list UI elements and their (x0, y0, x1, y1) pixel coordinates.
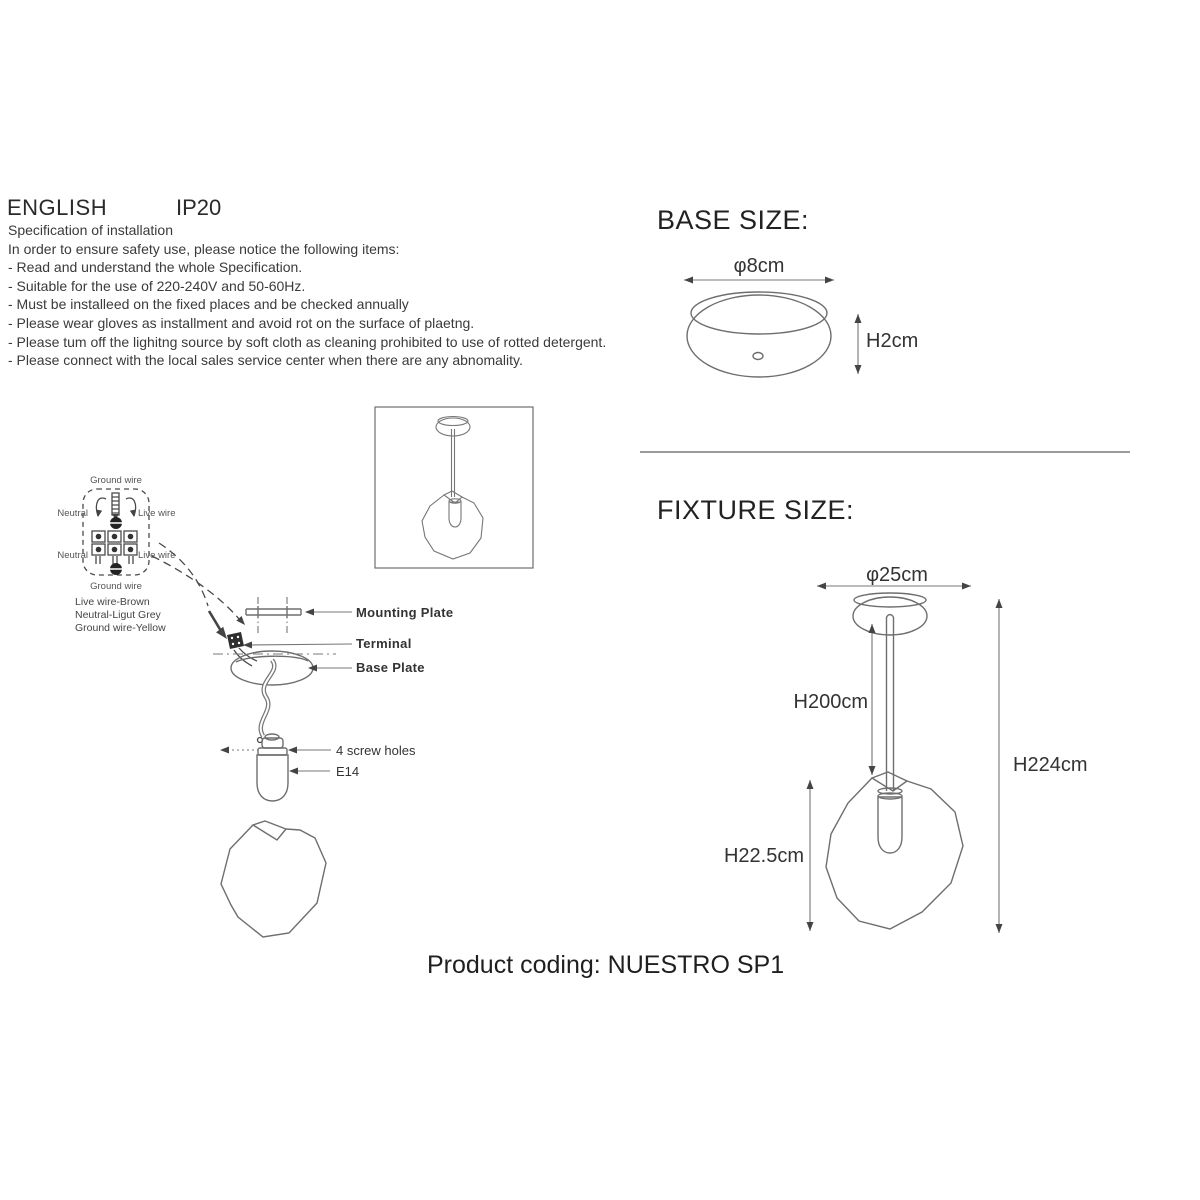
language-label: ENGLISH (7, 195, 108, 220)
mounting-plate-drawing (246, 597, 301, 633)
base-plate-label: Base Plate (356, 660, 425, 675)
base-diameter-dim: φ8cm (733, 255, 785, 277)
base-height-dim: H2cm (866, 330, 919, 352)
spec-intro: In order to ensure safety use, please notice the following items: (8, 240, 400, 257)
assembled-pendant-inset (375, 407, 533, 568)
spec-item: - Suitable for the use of 220-240V and 50-60Hz. (8, 277, 306, 294)
cord-drawing (261, 660, 275, 736)
spec-item: - Please wear gloves as installment and avoid rot on the surface of plaetng. (8, 314, 475, 331)
screw-holes-label: 4 screw holes (336, 743, 416, 758)
spec-title: Specification of installation (8, 222, 173, 238)
spec-item: - Must be installeed on the fixed places and be checked annually (8, 296, 409, 313)
socket-drawing (257, 734, 288, 801)
rod-height-dim: H200cm (793, 691, 868, 713)
fixture-size-drawing (724, 564, 1088, 933)
spec-item: - Please tum off the lighitng source by soft cloth as cleaning prohibited to use of rotted detergent. (8, 333, 607, 350)
installation-diagram (213, 597, 453, 937)
glass-shade-drawing (221, 821, 326, 937)
wiring-live-top-label: Live wire (138, 508, 176, 519)
ip-rating-label: IP20 (176, 195, 222, 220)
wiring-legend-ground: Ground wire-Yellow (75, 622, 166, 634)
total-height-dim: H224cm (1013, 754, 1088, 776)
wiring-diagram (57, 475, 175, 634)
product-coding: Product coding: NUESTRO SP1 (427, 951, 785, 979)
wiring-ground-top-label: Ground wire (90, 475, 142, 486)
wiring-legend-neutral: Neutral-Ligut Grey (75, 609, 161, 621)
base-size-drawing (684, 255, 918, 377)
wiring-live-bottom-label: Live wire (138, 550, 176, 561)
mounting-plate-label: Mounting Plate (356, 605, 454, 620)
terminal-grid (92, 531, 137, 564)
base-size-heading: BASE SIZE: (657, 205, 810, 235)
fixture-diameter-dim: φ25cm (866, 564, 928, 586)
wiring-ground-bottom-label: Ground wire (90, 581, 142, 592)
spec-item: - Read and understand the whole Specification. (8, 259, 303, 276)
socket-label: E14 (336, 764, 360, 779)
wiring-neutral-bottom-label: Neutral (57, 550, 88, 561)
terminal-label: Terminal (356, 636, 412, 651)
fixture-size-heading: FIXTURE SIZE: (657, 495, 855, 525)
wiring-neutral-top-label: Neutral (57, 508, 88, 519)
spec-item: - Please connect with the local sales service center when there are any abnomality. (8, 352, 523, 369)
wiring-legend-live: Live wire-Brown (75, 596, 150, 608)
terminal-connector-drawing (227, 632, 257, 666)
fixture-shade-drawing (826, 772, 963, 929)
shade-height-dim: H22.5cm (723, 845, 804, 867)
